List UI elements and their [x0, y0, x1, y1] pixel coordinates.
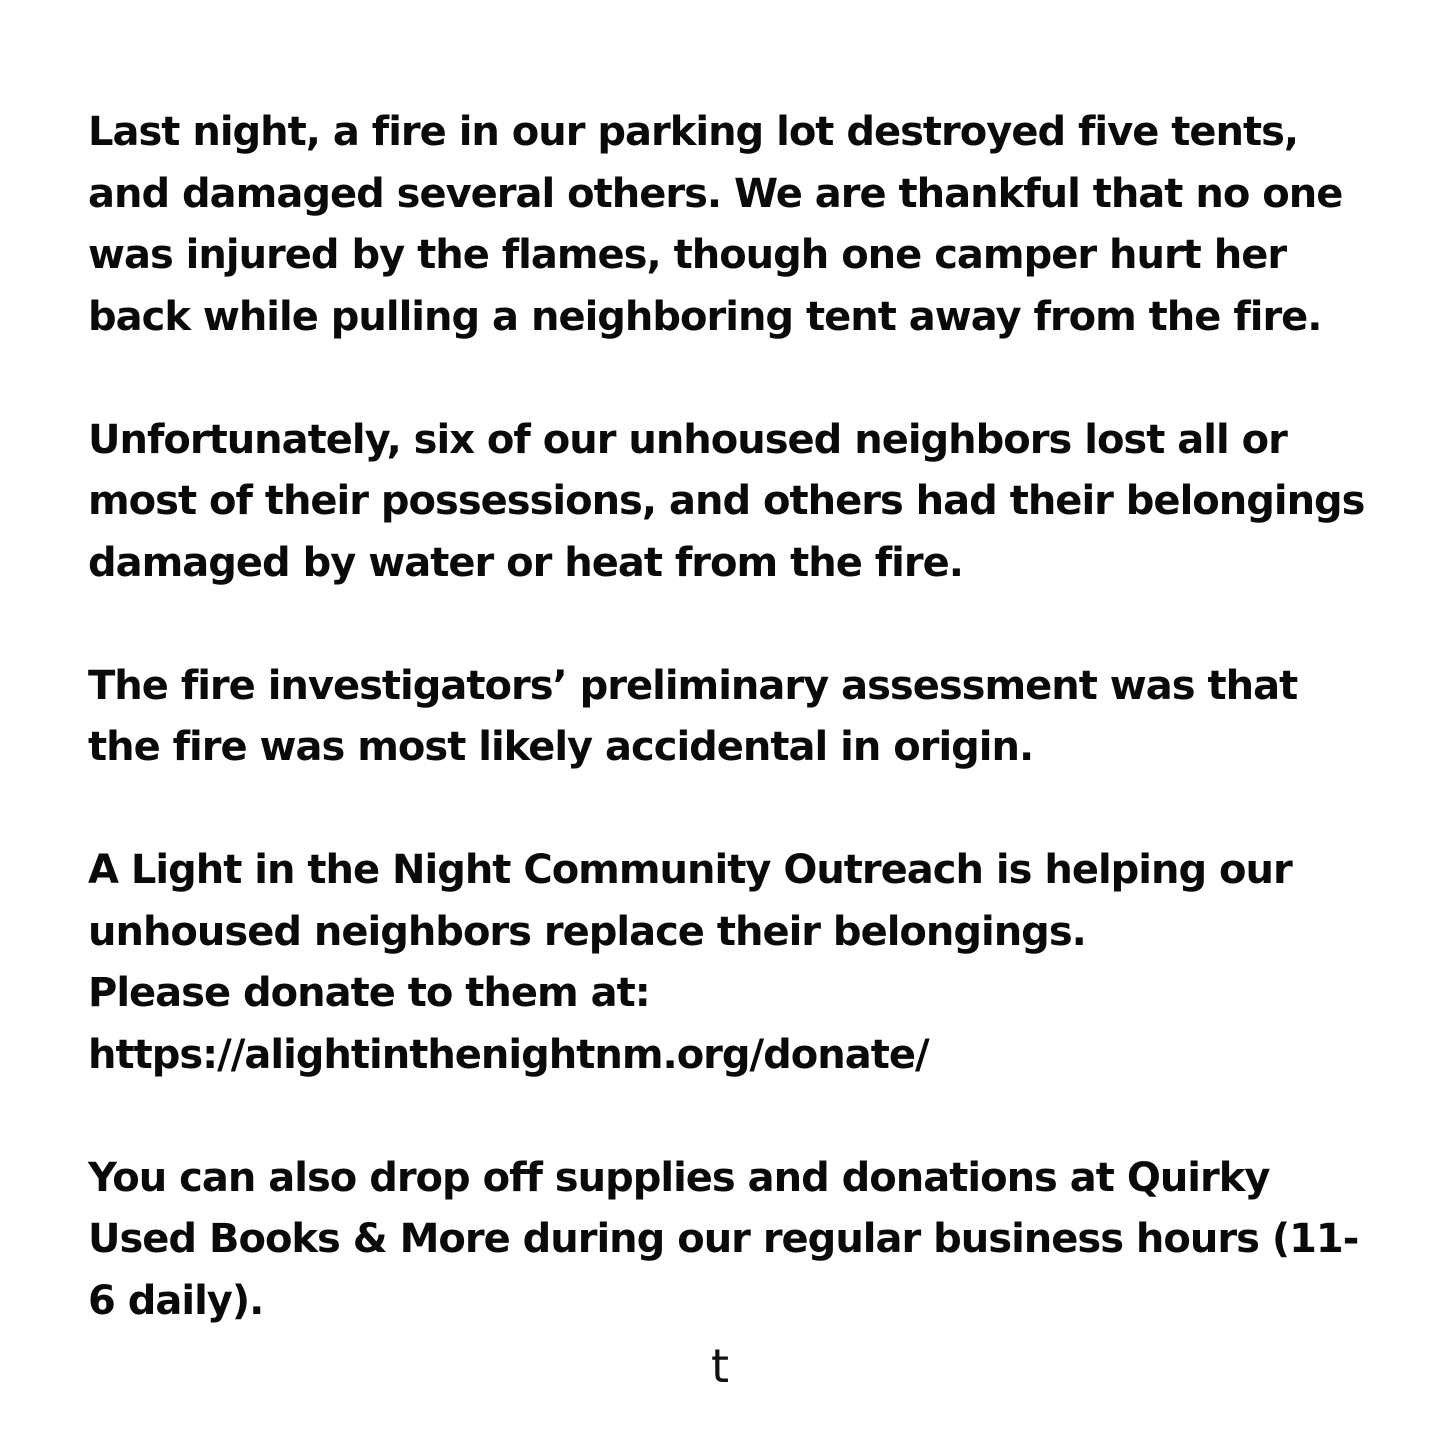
text-line: most of their possessions, and others had their belongings	[88, 478, 1365, 524]
text-line: the fire was most likely accidental in origin.	[88, 724, 1034, 770]
text-line: Unfortunately, six of our unhoused neighbors lost all or	[88, 416, 1287, 463]
paragraph-fire-report	[88, 102, 1388, 348]
text-line: A Light in the Night Community Outreach is helping our	[88, 847, 1292, 893]
text-line: damaged by water or heat from the fire.	[88, 539, 963, 586]
paragraph-gap	[88, 1086, 1388, 1148]
paragraph-donate	[88, 840, 1388, 1086]
text-line: The fire investigators’ preliminary assessment was that	[88, 662, 1298, 709]
text-line: 6 daily).	[88, 1277, 264, 1324]
paragraph-gap	[88, 348, 1388, 410]
text-line: Used Books & More during our regular business hours (11-	[88, 1216, 1359, 1262]
paragraph-gap	[88, 779, 1388, 841]
text-line: Please donate to them at:	[88, 970, 650, 1016]
text-line: and damaged several others. We are thankful that no one	[88, 170, 1343, 217]
text-line: Last night, a fire in our parking lot destroyed five tents,	[88, 109, 1299, 155]
text-line: You can also drop off supplies and donations at Quirky	[88, 1154, 1270, 1201]
paragraph-losses	[88, 410, 1388, 595]
notice-text	[88, 102, 1388, 1332]
text-line: was injured by the flames, though one camper hurt her	[88, 232, 1287, 278]
text-line: back while pulling a neighboring tent away from the fire.	[88, 293, 1322, 340]
donate-url: https://alightinthenightnm.org/donate/	[88, 1031, 929, 1078]
footer-mark: t	[710, 1339, 730, 1393]
paragraph-drop-off	[88, 1148, 1388, 1333]
paragraph-investigation	[88, 656, 1388, 779]
paragraph-gap	[88, 594, 1388, 656]
text-line: unhoused neighbors replace their belongings.	[88, 908, 1086, 955]
